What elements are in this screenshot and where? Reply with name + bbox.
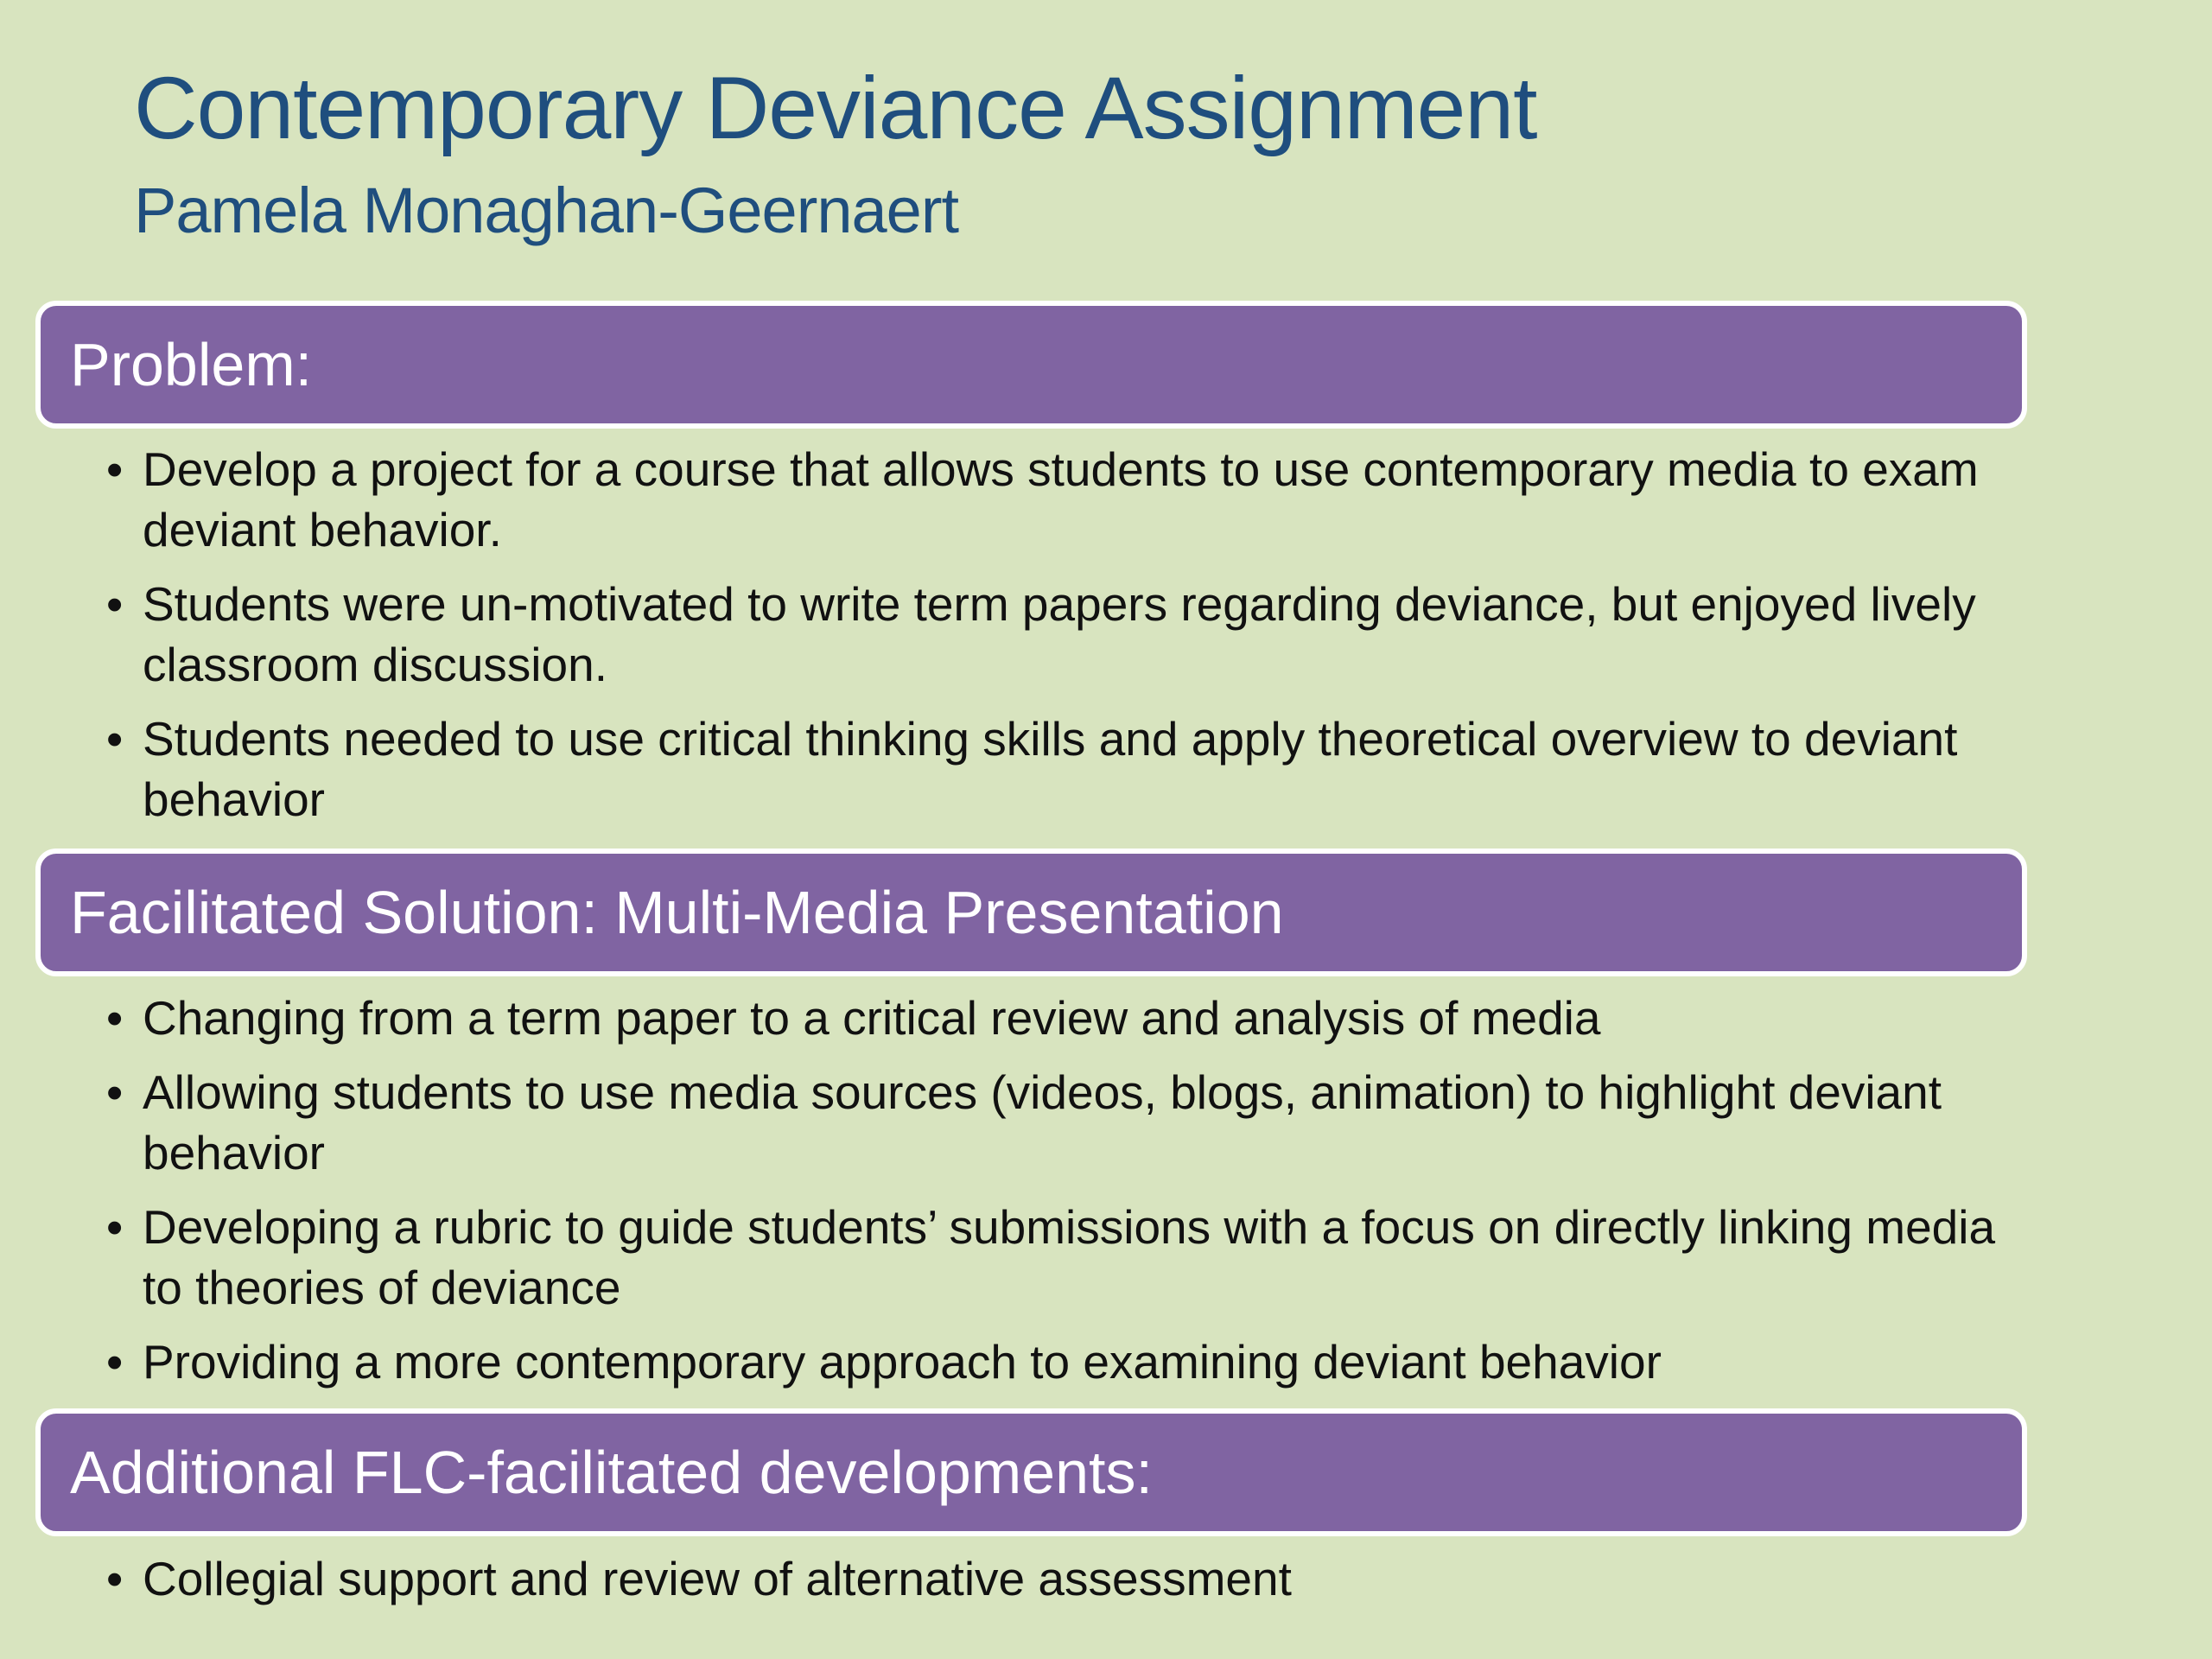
bullet-list-solution bbox=[99, 988, 2026, 1392]
bullet-item bbox=[99, 1548, 2026, 1609]
section-header-problem bbox=[35, 301, 2027, 429]
bullet-marker: • bbox=[106, 1200, 124, 1254]
bullet-marker: • bbox=[106, 577, 124, 631]
bullet-text: Changing from a term paper to a critical review and analysis of media bbox=[143, 991, 1601, 1045]
bullet-list-problem bbox=[99, 439, 2026, 830]
section-header-additional bbox=[35, 1408, 2027, 1536]
bullet-marker: • bbox=[106, 442, 124, 496]
bullet-text: Students needed to use critical thinking skills and apply theoretical overview to deviant behavior bbox=[143, 712, 1958, 826]
bullet-item bbox=[99, 709, 2026, 830]
bullet-item bbox=[99, 574, 2026, 695]
bullet-item bbox=[99, 1332, 2026, 1392]
section-header-solution bbox=[35, 849, 2027, 976]
bullet-text: Develop a project for a course that allows students to use contemporary media to exam deviant behavior. bbox=[143, 442, 1979, 556]
bullet-list-additional bbox=[99, 1548, 2026, 1609]
bullet-text: Students were un-motivated to write term papers regarding deviance, but enjoyed lively classroom discussion. bbox=[143, 577, 1976, 691]
section-heading: Problem: bbox=[70, 331, 313, 398]
bullet-marker: • bbox=[106, 991, 124, 1045]
bullet-item bbox=[99, 1062, 2026, 1183]
bullet-text: Allowing students to use media sources (videos, blogs, animation) to highlight deviant behavior bbox=[143, 1065, 1942, 1179]
bullet-marker: • bbox=[106, 712, 124, 766]
bullet-marker: • bbox=[106, 1335, 124, 1389]
bullet-marker: • bbox=[106, 1065, 124, 1119]
slide-title: Contemporary Deviance Assignment bbox=[134, 59, 1537, 157]
bullet-text: Collegial support and review of alternative assessment bbox=[143, 1552, 1292, 1605]
section-heading: Facilitated Solution: Multi-Media Presentation bbox=[70, 879, 1284, 946]
bullet-text: Developing a rubric to guide students’ submissions with a focus on directly linking media to theories of deviance bbox=[143, 1200, 1996, 1314]
bullet-text: Providing a more contemporary approach to examining deviant behavior bbox=[143, 1335, 1662, 1389]
bullet-marker: • bbox=[106, 1552, 124, 1605]
bullet-item bbox=[99, 988, 2026, 1048]
section-heading: Additional FLC-facilitated developments: bbox=[70, 1439, 1153, 1506]
slide-subtitle: Pamela Monaghan-Geernaert bbox=[134, 175, 959, 246]
bullet-item bbox=[99, 439, 2026, 560]
bullet-item bbox=[99, 1197, 2026, 1318]
